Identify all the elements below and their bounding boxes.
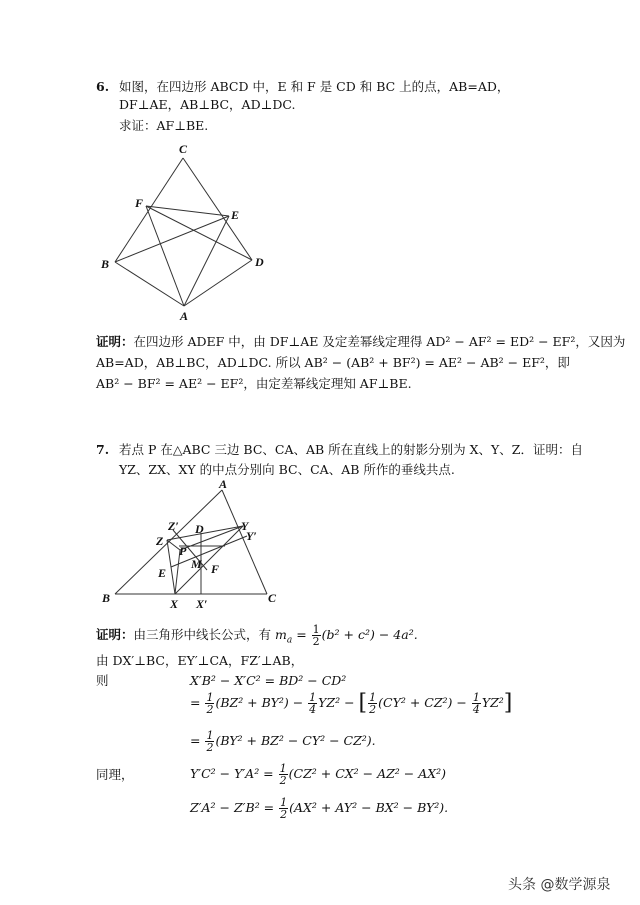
problem6-statement-line1: 如图，在四边形 ABCD 中，E 和 F 是 CD 和 BC 上的点，AB=AD， [119, 79, 510, 94]
segment-BA [115, 490, 222, 594]
label-Xp: X′ [196, 597, 208, 611]
equation-3: = $\frac{1}{2}$ (BY² + BZ² − CY² − CZ²). [190, 729, 376, 754]
problem7-then: 则 [96, 673, 109, 688]
segment-BA [115, 262, 184, 306]
label-D: D [255, 255, 264, 269]
label-F: F [135, 196, 144, 210]
problem6-figure [95, 140, 285, 325]
median-rhs: (b² + c²) − 4a². [321, 627, 418, 642]
segment-FA [146, 206, 184, 306]
problem6-proof-line1 [96, 334, 625, 350]
problem6-number: 6. [96, 79, 110, 94]
segment-DA [184, 260, 252, 306]
label-C: C [268, 591, 277, 605]
label-A: A [180, 309, 189, 323]
proof-intro-text: 由三角形中线长公式，有 [133, 627, 272, 642]
equation-4: Y′C² − Y′A² = $\frac{1}{2}$ (CZ² + CX² − AZ² − AX²) [190, 762, 447, 787]
equation-1: X′B² − X′C² = BD² − CD² [190, 673, 347, 688]
problem7-similarly: 同理， [96, 767, 134, 782]
label-P: P [179, 544, 187, 558]
problem6-statement-line2: DF⊥AE，AB⊥BC，AD⊥DC. [119, 97, 296, 112]
proof-label: 证明： [96, 627, 134, 642]
label-Z: Z [156, 534, 164, 548]
equation-2: = $\frac{1}{2}$ (BZ² + BY²) − $\frac{1}{4}$ YZ² − [ $\frac{1}{2}$ (CY² + CZ²) − $\frac{1}{4}$ YZ²] [190, 690, 513, 716]
segment-AC [222, 490, 267, 594]
label-X: X [170, 597, 179, 611]
segment-CD [183, 158, 252, 260]
watermark: 头条 @数学源泉 [508, 877, 611, 893]
label-A: A [219, 478, 228, 491]
problem7-perp-line: 由 DX′⊥BC，EY′⊥CA，FZ′⊥AB， [96, 653, 304, 668]
median-symbol: $m_a$ [275, 627, 293, 646]
label-M: M [191, 557, 202, 571]
problem6-proof-line3: AB² − BF² = AE² − EF²，由定差幂线定理知 AF⊥BE. [96, 376, 412, 391]
label-Y: Y [241, 519, 249, 533]
label-Yp: Y′ [246, 529, 257, 543]
problem7-statement-line2: YZ、ZX、XY 的中点分别向 BC、CA、AB 所作的垂线共点. [119, 462, 455, 477]
label-Zp: Z′ [168, 519, 179, 533]
segment-BC [115, 158, 183, 262]
label-F: F [211, 562, 220, 576]
label-B: B [102, 591, 111, 605]
fraction-half: $\frac{1}{2}$ [312, 623, 320, 648]
label-C: C [179, 142, 188, 156]
problem7-statement-line1: 若点 P 在△ABC 三边 BC、CA、AB 所在直线上的射影分别为 X、Y、Z．证明：自 [119, 442, 583, 457]
problem7-number: 7. [96, 442, 110, 457]
proof-text: 在四边形 ADEF 中，由 DF⊥AE 及定差幂线定理得 AD² − AF² = ED² − EF²，又因为 [133, 334, 626, 349]
equation-5: Z′A² − Z′B² = $\frac{1}{2}$ (AX² + AY² − BX² − BY²). [190, 796, 449, 821]
problem7-figure [95, 478, 295, 613]
problem6-prove: 求证：AF⊥BE. [119, 118, 209, 133]
label-E: E [231, 208, 240, 222]
proof-label: 证明： [96, 334, 134, 349]
problem6-proof-line2: AB=AD，AB⊥BC，AD⊥DC. 所以 AB² − (AB² + BF²) = AE² − AB² − EF²，即 [96, 355, 570, 370]
label-D: D [195, 522, 204, 536]
label-B: B [101, 257, 110, 271]
problem7-proof-intro: 证明：由三角形中线长公式，有 $m_a$ = $\frac{1}{2}$ (b² + c²) − 4a². [96, 623, 418, 648]
segment-EB [115, 216, 229, 262]
segment-EA [184, 216, 229, 306]
label-E: E [158, 566, 167, 580]
